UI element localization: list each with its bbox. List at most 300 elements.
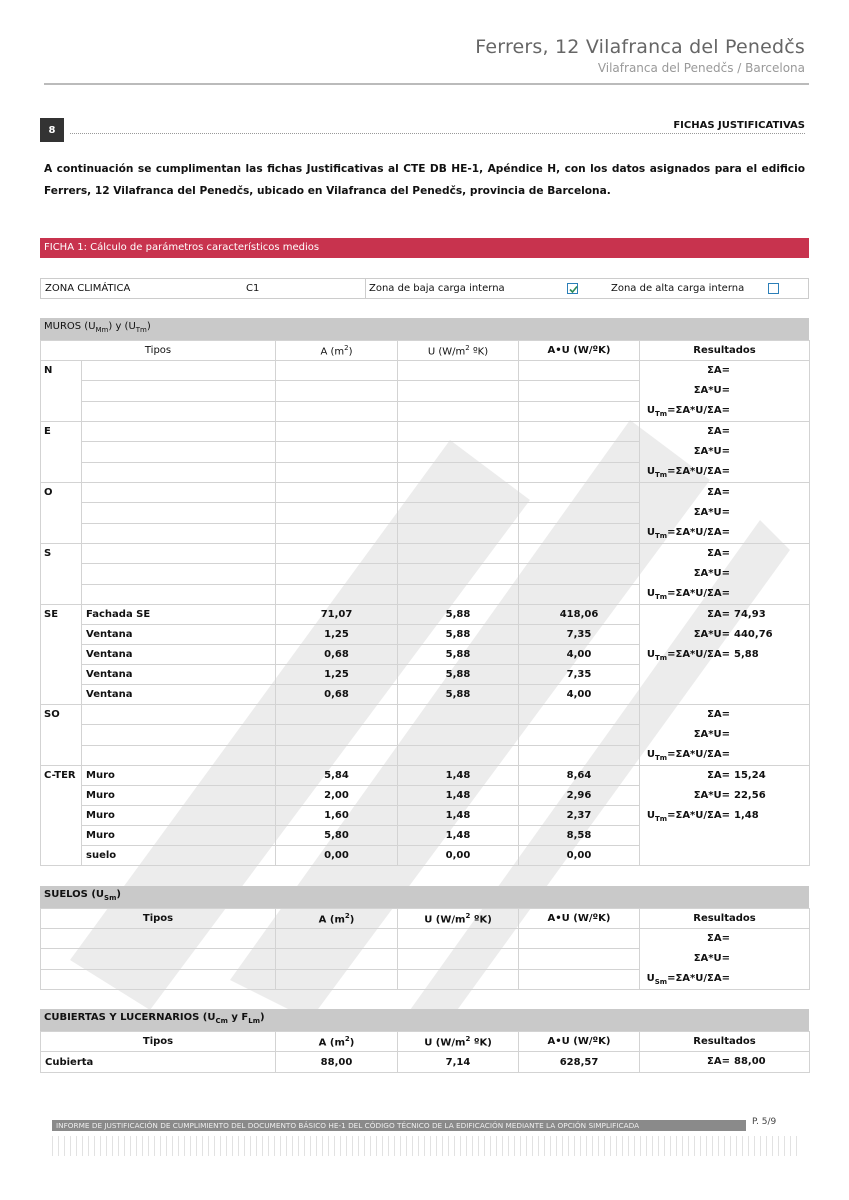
row-area bbox=[276, 725, 398, 745]
muros-section bbox=[40, 318, 809, 866]
suelos-u-label bbox=[640, 969, 730, 989]
suelos-cell bbox=[398, 929, 519, 949]
u-tm-label bbox=[640, 401, 730, 421]
u-tm-sub: Tm bbox=[655, 754, 668, 762]
header-resultados: Resultados bbox=[640, 341, 810, 361]
baja-carga-checkbox[interactable] bbox=[567, 283, 578, 294]
sum-a-value bbox=[730, 361, 734, 381]
row-area: 0,68 bbox=[276, 645, 398, 665]
orientation-label: S bbox=[41, 544, 82, 605]
sum-a-line bbox=[640, 705, 809, 725]
suelos-header-resultados: Resultados bbox=[640, 909, 810, 929]
suelos-u-post: =ΣA*U/ΣA= bbox=[667, 973, 730, 984]
suelos-header-u-text: U (W/m bbox=[424, 914, 466, 926]
suelos-header-u-sup: 2 bbox=[465, 911, 471, 920]
u-tm-line bbox=[640, 584, 809, 604]
cubiertas-title-mid: y F bbox=[227, 1012, 249, 1023]
row-tipo bbox=[82, 401, 276, 421]
orientation-label: O bbox=[41, 483, 82, 544]
sum-a-label: ΣA= bbox=[707, 426, 731, 437]
row-area: 1,25 bbox=[276, 625, 398, 645]
u-tm-post: =ΣA*U/ΣA= bbox=[667, 466, 731, 477]
row-u bbox=[398, 584, 519, 604]
u-tm-post: =ΣA*U/ΣA= bbox=[667, 749, 731, 760]
row-tipo: Muro bbox=[82, 786, 276, 806]
row-au bbox=[519, 401, 640, 421]
u-tm-line bbox=[640, 523, 809, 543]
group-resultados bbox=[640, 605, 810, 705]
row-u bbox=[398, 705, 519, 725]
row-au bbox=[519, 564, 640, 584]
alta-carga-label: Zona de alta carga interna bbox=[611, 283, 745, 294]
sum-au-label: ΣA*U= bbox=[693, 629, 731, 640]
header-tipos: Tipos bbox=[41, 341, 276, 361]
row-u bbox=[398, 503, 519, 523]
u-tm-pre: U bbox=[646, 466, 656, 477]
row-area bbox=[276, 584, 398, 604]
row-u bbox=[398, 462, 519, 482]
cubiertas-sum-a-value: 88,00 bbox=[734, 1056, 766, 1067]
cubiertas-area: 88,00 bbox=[276, 1052, 398, 1073]
sum-a-line bbox=[640, 422, 809, 442]
suelos-cell bbox=[519, 969, 640, 989]
row-au bbox=[519, 462, 640, 482]
sum-au-line bbox=[640, 564, 809, 584]
check-icon bbox=[568, 284, 579, 295]
page-number: P. 5/9 bbox=[752, 1117, 777, 1127]
u-tm-value bbox=[730, 745, 734, 765]
cubiertas-table bbox=[40, 1031, 810, 1073]
sum-au-label: ΣA*U= bbox=[693, 446, 731, 457]
muros-row bbox=[41, 605, 810, 625]
u-tm-post: =ΣA*U/ΣA= bbox=[667, 810, 731, 821]
row-area: 1,60 bbox=[276, 806, 398, 826]
u-tm-sub: Tm bbox=[655, 815, 668, 823]
suelos-u-pre: U bbox=[646, 973, 655, 984]
row-tipo bbox=[82, 361, 276, 381]
sum-a-value bbox=[730, 483, 734, 503]
zona-value: C1 bbox=[246, 283, 260, 294]
u-tm-pre: U bbox=[646, 405, 656, 416]
row-tipo bbox=[82, 725, 276, 745]
suelos-cell bbox=[398, 949, 519, 969]
u-tm-pre: U bbox=[646, 649, 656, 660]
row-au: 0,00 bbox=[519, 846, 640, 866]
sum-au-value bbox=[730, 725, 734, 745]
suelos-header-row bbox=[41, 909, 810, 929]
group-resultados bbox=[640, 422, 810, 483]
row-au bbox=[519, 361, 640, 381]
suelos-cell bbox=[41, 969, 276, 989]
row-au: 7,35 bbox=[519, 665, 640, 685]
u-tm-label bbox=[640, 462, 730, 482]
suelos-cell bbox=[519, 929, 640, 949]
suelos-sum-a-label: ΣA= bbox=[707, 933, 730, 944]
suelos-title-bar bbox=[40, 886, 809, 908]
row-area bbox=[276, 483, 398, 503]
sum-a-value bbox=[730, 544, 734, 564]
row-tipo bbox=[82, 584, 276, 604]
sum-au-line bbox=[640, 381, 809, 401]
u-tm-pre: U bbox=[646, 527, 656, 538]
sum-au-value bbox=[730, 503, 734, 523]
suelos-cell bbox=[276, 929, 398, 949]
u-tm-value: 1,48 bbox=[734, 810, 759, 821]
muros-header-row bbox=[41, 341, 810, 361]
suelos-header-area bbox=[276, 909, 398, 929]
u-tm-post: =ΣA*U/ΣA= bbox=[667, 588, 731, 599]
row-au bbox=[519, 422, 640, 442]
row-area: 0,68 bbox=[276, 685, 398, 705]
cubiertas-section bbox=[40, 1009, 809, 1073]
row-tipo bbox=[82, 381, 276, 401]
muros-row bbox=[41, 422, 810, 442]
suelos-cell bbox=[41, 949, 276, 969]
row-tipo: Ventana bbox=[82, 685, 276, 705]
row-tipo bbox=[82, 523, 276, 543]
sum-au-line bbox=[640, 625, 809, 645]
u-tm-line bbox=[640, 745, 809, 765]
suelos-header-area-text: A (m bbox=[318, 914, 345, 926]
cubiertas-au: 628,57 bbox=[519, 1052, 640, 1073]
sum-au-label: ΣA*U= bbox=[693, 729, 731, 740]
sum-a-label: ΣA= bbox=[707, 487, 731, 498]
sum-a-label: ΣA= bbox=[707, 609, 731, 620]
suelos-sum-au-label: ΣA*U= bbox=[693, 953, 730, 964]
sum-a-label: ΣA= bbox=[707, 709, 731, 720]
suelos-cell bbox=[519, 949, 640, 969]
alta-carga-checkbox[interactable] bbox=[768, 283, 779, 294]
cubiertas-u: 7,14 bbox=[398, 1052, 519, 1073]
row-area bbox=[276, 442, 398, 462]
sum-au-label: ΣA*U= bbox=[693, 507, 731, 518]
cubiertas-title-text: CUBIERTAS Y LUCERNARIOS (U bbox=[44, 1012, 216, 1023]
suelos-header-area-sup: 2 bbox=[344, 911, 350, 920]
suelos-cell bbox=[276, 969, 398, 989]
row-tipo bbox=[82, 705, 276, 725]
sum-au-line bbox=[640, 503, 809, 523]
row-tipo bbox=[82, 564, 276, 584]
row-u bbox=[398, 381, 519, 401]
suelos-header-u bbox=[398, 909, 519, 929]
section-number: 8 bbox=[40, 118, 64, 142]
cubiertas-header-area-sup: 2 bbox=[344, 1034, 350, 1043]
row-area bbox=[276, 544, 398, 564]
row-au: 7,35 bbox=[519, 625, 640, 645]
row-u bbox=[398, 745, 519, 765]
suelos-section bbox=[40, 886, 809, 990]
row-u: 1,48 bbox=[398, 766, 519, 786]
row-tipo: Muro bbox=[82, 826, 276, 846]
row-au bbox=[519, 523, 640, 543]
row-tipo: Ventana bbox=[82, 625, 276, 645]
u-tm-sub: Tm bbox=[655, 654, 668, 662]
row-area bbox=[276, 564, 398, 584]
cubiertas-title-sub2: Lm bbox=[248, 1017, 260, 1025]
row-u: 5,88 bbox=[398, 645, 519, 665]
zona-label: ZONA CLIMÁTICA bbox=[45, 283, 131, 294]
row-au: 4,00 bbox=[519, 645, 640, 665]
document-subtitle: Vilafranca del Penedčs / Barcelona bbox=[597, 61, 805, 75]
sum-au-line bbox=[640, 442, 809, 462]
cubiertas-header-u-end: ºK) bbox=[470, 1037, 492, 1049]
row-area bbox=[276, 523, 398, 543]
muros-title-suffix: ) bbox=[146, 321, 151, 332]
sum-a-line bbox=[640, 544, 809, 564]
suelos-cell bbox=[276, 949, 398, 969]
cubiertas-header-tipos: Tipos bbox=[41, 1032, 276, 1052]
row-au bbox=[519, 381, 640, 401]
sum-a-label: ΣA= bbox=[707, 365, 731, 376]
row-tipo bbox=[82, 544, 276, 564]
row-u: 1,48 bbox=[398, 786, 519, 806]
u-tm-pre: U bbox=[646, 588, 656, 599]
cubiertas-resultados bbox=[640, 1052, 810, 1073]
cubiertas-row bbox=[41, 1052, 810, 1073]
cubiertas-title-bar bbox=[40, 1009, 809, 1031]
sum-au-value: 22,56 bbox=[734, 790, 766, 801]
suelos-header-tipos: Tipos bbox=[41, 909, 276, 929]
cubiertas-header-u-text: U (W/m bbox=[424, 1037, 466, 1049]
row-u bbox=[398, 523, 519, 543]
muros-title-sub1: Mm bbox=[95, 326, 109, 334]
group-resultados bbox=[640, 483, 810, 544]
row-u: 0,00 bbox=[398, 846, 519, 866]
row-au bbox=[519, 442, 640, 462]
u-tm-sub: Tm bbox=[655, 532, 668, 540]
row-area: 5,80 bbox=[276, 826, 398, 846]
row-au: 4,00 bbox=[519, 685, 640, 705]
u-tm-value: 5,88 bbox=[734, 649, 759, 660]
sum-au-value: 440,76 bbox=[734, 629, 773, 640]
u-tm-value bbox=[730, 584, 734, 604]
row-area: 2,00 bbox=[276, 786, 398, 806]
row-au bbox=[519, 503, 640, 523]
row-tipo: Fachada SE bbox=[82, 605, 276, 625]
row-area bbox=[276, 462, 398, 482]
sum-a-line bbox=[640, 605, 809, 625]
row-au: 8,64 bbox=[519, 766, 640, 786]
row-tipo bbox=[82, 442, 276, 462]
muros-title-text: MUROS (U bbox=[44, 321, 96, 332]
u-tm-pre: U bbox=[646, 810, 656, 821]
muros-title-sub2: Tm bbox=[135, 326, 147, 334]
row-au bbox=[519, 705, 640, 725]
suelos-cell bbox=[398, 969, 519, 989]
suelos-resultados bbox=[640, 929, 810, 990]
sum-au-value bbox=[730, 442, 734, 462]
u-tm-label bbox=[640, 745, 730, 765]
suelos-header-area-end: ) bbox=[349, 914, 355, 926]
orientation-label: N bbox=[41, 361, 82, 422]
suelos-title-sub: Sm bbox=[104, 894, 117, 902]
cubiertas-header-area-text: A (m bbox=[318, 1037, 345, 1049]
u-tm-value bbox=[730, 462, 734, 482]
cubiertas-header-area bbox=[276, 1032, 398, 1052]
row-area bbox=[276, 705, 398, 725]
row-u: 5,88 bbox=[398, 685, 519, 705]
muros-row bbox=[41, 766, 810, 786]
row-tipo bbox=[82, 503, 276, 523]
row-tipo bbox=[82, 483, 276, 503]
cubiertas-header-u-sup: 2 bbox=[465, 1034, 471, 1043]
u-tm-pre: U bbox=[646, 749, 656, 760]
cubiertas-header-au: A•U (W/ºK) bbox=[519, 1032, 640, 1052]
header-area-end: ) bbox=[348, 346, 353, 358]
row-area bbox=[276, 361, 398, 381]
suelos-header-u-end: ºK) bbox=[470, 914, 492, 926]
cubiertas-header-area-end: ) bbox=[349, 1037, 355, 1049]
intro-paragraph: A continuación se cumplimentan las fichas Justificativas al CTE DB HE-1, Apéndice H, con los datos asignados para el edificio Ferrers, 12 Vilafranca del Penedčs, ubicado en Vilafranca del Penedčs, provincia de Barcelona. bbox=[44, 163, 805, 197]
orientation-label: E bbox=[41, 422, 82, 483]
muros-row bbox=[41, 705, 810, 725]
row-u bbox=[398, 544, 519, 564]
row-tipo bbox=[82, 745, 276, 765]
row-au bbox=[519, 725, 640, 745]
header-u-end: ºK) bbox=[469, 346, 489, 358]
u-tm-line bbox=[640, 462, 809, 482]
suelos-header-au: A•U (W/ºK) bbox=[519, 909, 640, 929]
row-u bbox=[398, 422, 519, 442]
u-tm-sub: Tm bbox=[655, 471, 668, 479]
suelos-cell bbox=[41, 929, 276, 949]
muros-row bbox=[41, 483, 810, 503]
cubiertas-title-suffix: ) bbox=[260, 1012, 265, 1023]
row-tipo: Muro bbox=[82, 806, 276, 826]
row-tipo: Muro bbox=[82, 766, 276, 786]
sum-a-value: 74,93 bbox=[734, 609, 766, 620]
sum-au-value bbox=[730, 564, 734, 584]
row-au: 2,96 bbox=[519, 786, 640, 806]
u-tm-post: =ΣA*U/ΣA= bbox=[667, 527, 731, 538]
row-u bbox=[398, 564, 519, 584]
header-area-sup: 2 bbox=[344, 343, 349, 352]
row-au bbox=[519, 483, 640, 503]
sum-a-value bbox=[730, 422, 734, 442]
muros-title-bar bbox=[40, 318, 809, 340]
header-u-text: U (W/m bbox=[427, 346, 466, 358]
sum-au-line bbox=[640, 786, 809, 806]
sum-a-line bbox=[640, 766, 809, 786]
row-au: 418,06 bbox=[519, 605, 640, 625]
row-tipo: suelo bbox=[82, 846, 276, 866]
group-resultados bbox=[640, 544, 810, 605]
row-tipo: Ventana bbox=[82, 645, 276, 665]
row-area bbox=[276, 503, 398, 523]
u-tm-line bbox=[640, 645, 809, 665]
row-area: 1,25 bbox=[276, 665, 398, 685]
section-title: FICHAS JUSTIFICATIVAS bbox=[667, 120, 805, 131]
u-tm-value bbox=[730, 401, 734, 421]
muros-table bbox=[40, 340, 810, 866]
u-tm-label bbox=[640, 645, 730, 665]
sum-au-line bbox=[640, 725, 809, 745]
u-tm-label bbox=[640, 806, 730, 826]
orientation-label: C-TER bbox=[41, 766, 82, 866]
row-area bbox=[276, 401, 398, 421]
u-tm-label bbox=[640, 523, 730, 543]
cubiertas-sum-a-label: ΣA= bbox=[707, 1056, 730, 1067]
suelos-u-sub: Sm bbox=[654, 978, 668, 986]
orientation-label: SO bbox=[41, 705, 82, 766]
footer-ruler bbox=[52, 1136, 798, 1156]
row-u bbox=[398, 442, 519, 462]
u-tm-line bbox=[640, 401, 809, 421]
sum-au-label: ΣA*U= bbox=[693, 568, 731, 579]
ficha-title-bar: FICHA 1: Cálculo de parámetros característicos medios bbox=[40, 238, 809, 258]
row-au bbox=[519, 745, 640, 765]
sum-a-value: 15,24 bbox=[734, 770, 766, 781]
muros-row bbox=[41, 544, 810, 564]
row-area: 5,84 bbox=[276, 766, 398, 786]
row-area: 71,07 bbox=[276, 605, 398, 625]
row-u bbox=[398, 725, 519, 745]
suelos-title-suffix: ) bbox=[116, 889, 121, 900]
sum-au-value bbox=[730, 381, 734, 401]
zona-climatica-row bbox=[40, 278, 809, 299]
sum-a-label: ΣA= bbox=[707, 770, 731, 781]
row-tipo bbox=[82, 422, 276, 442]
muros-row bbox=[41, 361, 810, 381]
row-u bbox=[398, 483, 519, 503]
u-tm-post: =ΣA*U/ΣA= bbox=[667, 405, 731, 416]
header-area-text: A (m bbox=[320, 346, 345, 358]
sum-au-label: ΣA*U= bbox=[693, 385, 731, 396]
sum-a-line bbox=[640, 483, 809, 503]
sum-au-label: ΣA*U= bbox=[693, 790, 731, 801]
zona-divider bbox=[365, 279, 366, 298]
header-divider bbox=[44, 83, 809, 85]
header-area bbox=[276, 341, 398, 361]
u-tm-line bbox=[640, 806, 809, 826]
row-area bbox=[276, 745, 398, 765]
header-au: A•U (W/ºK) bbox=[519, 341, 640, 361]
header-u-sup: 2 bbox=[465, 343, 470, 352]
muros-title-mid: ) y (U bbox=[108, 321, 136, 332]
cubiertas-header-resultados: Resultados bbox=[640, 1032, 810, 1052]
suelos-title-text: SUELOS (U bbox=[44, 889, 105, 900]
row-u bbox=[398, 361, 519, 381]
baja-carga-label: Zona de baja carga interna bbox=[369, 283, 505, 294]
sum-a-label: ΣA= bbox=[707, 548, 731, 559]
cubiertas-header-row bbox=[41, 1032, 810, 1052]
cubiertas-tipo: Cubierta bbox=[41, 1052, 276, 1073]
row-tipo bbox=[82, 462, 276, 482]
u-tm-value bbox=[730, 523, 734, 543]
orientation-label: SE bbox=[41, 605, 82, 705]
header-u bbox=[398, 341, 519, 361]
row-u: 5,88 bbox=[398, 665, 519, 685]
u-tm-label bbox=[640, 584, 730, 604]
row-area bbox=[276, 422, 398, 442]
sum-a-value bbox=[730, 705, 734, 725]
row-tipo: Ventana bbox=[82, 665, 276, 685]
suelos-row bbox=[41, 929, 810, 949]
row-u bbox=[398, 401, 519, 421]
cubiertas-title-sub1: Cm bbox=[215, 1017, 228, 1025]
row-u: 1,48 bbox=[398, 806, 519, 826]
cubiertas-header-u bbox=[398, 1032, 519, 1052]
row-au: 2,37 bbox=[519, 806, 640, 826]
u-tm-sub: Tm bbox=[655, 410, 668, 418]
row-u: 5,88 bbox=[398, 605, 519, 625]
group-resultados bbox=[640, 705, 810, 766]
row-u: 5,88 bbox=[398, 625, 519, 645]
group-resultados bbox=[640, 361, 810, 422]
row-au bbox=[519, 544, 640, 564]
document-title: Ferrers, 12 Vilafranca del Penedčs bbox=[475, 36, 805, 58]
row-au: 8,58 bbox=[519, 826, 640, 846]
